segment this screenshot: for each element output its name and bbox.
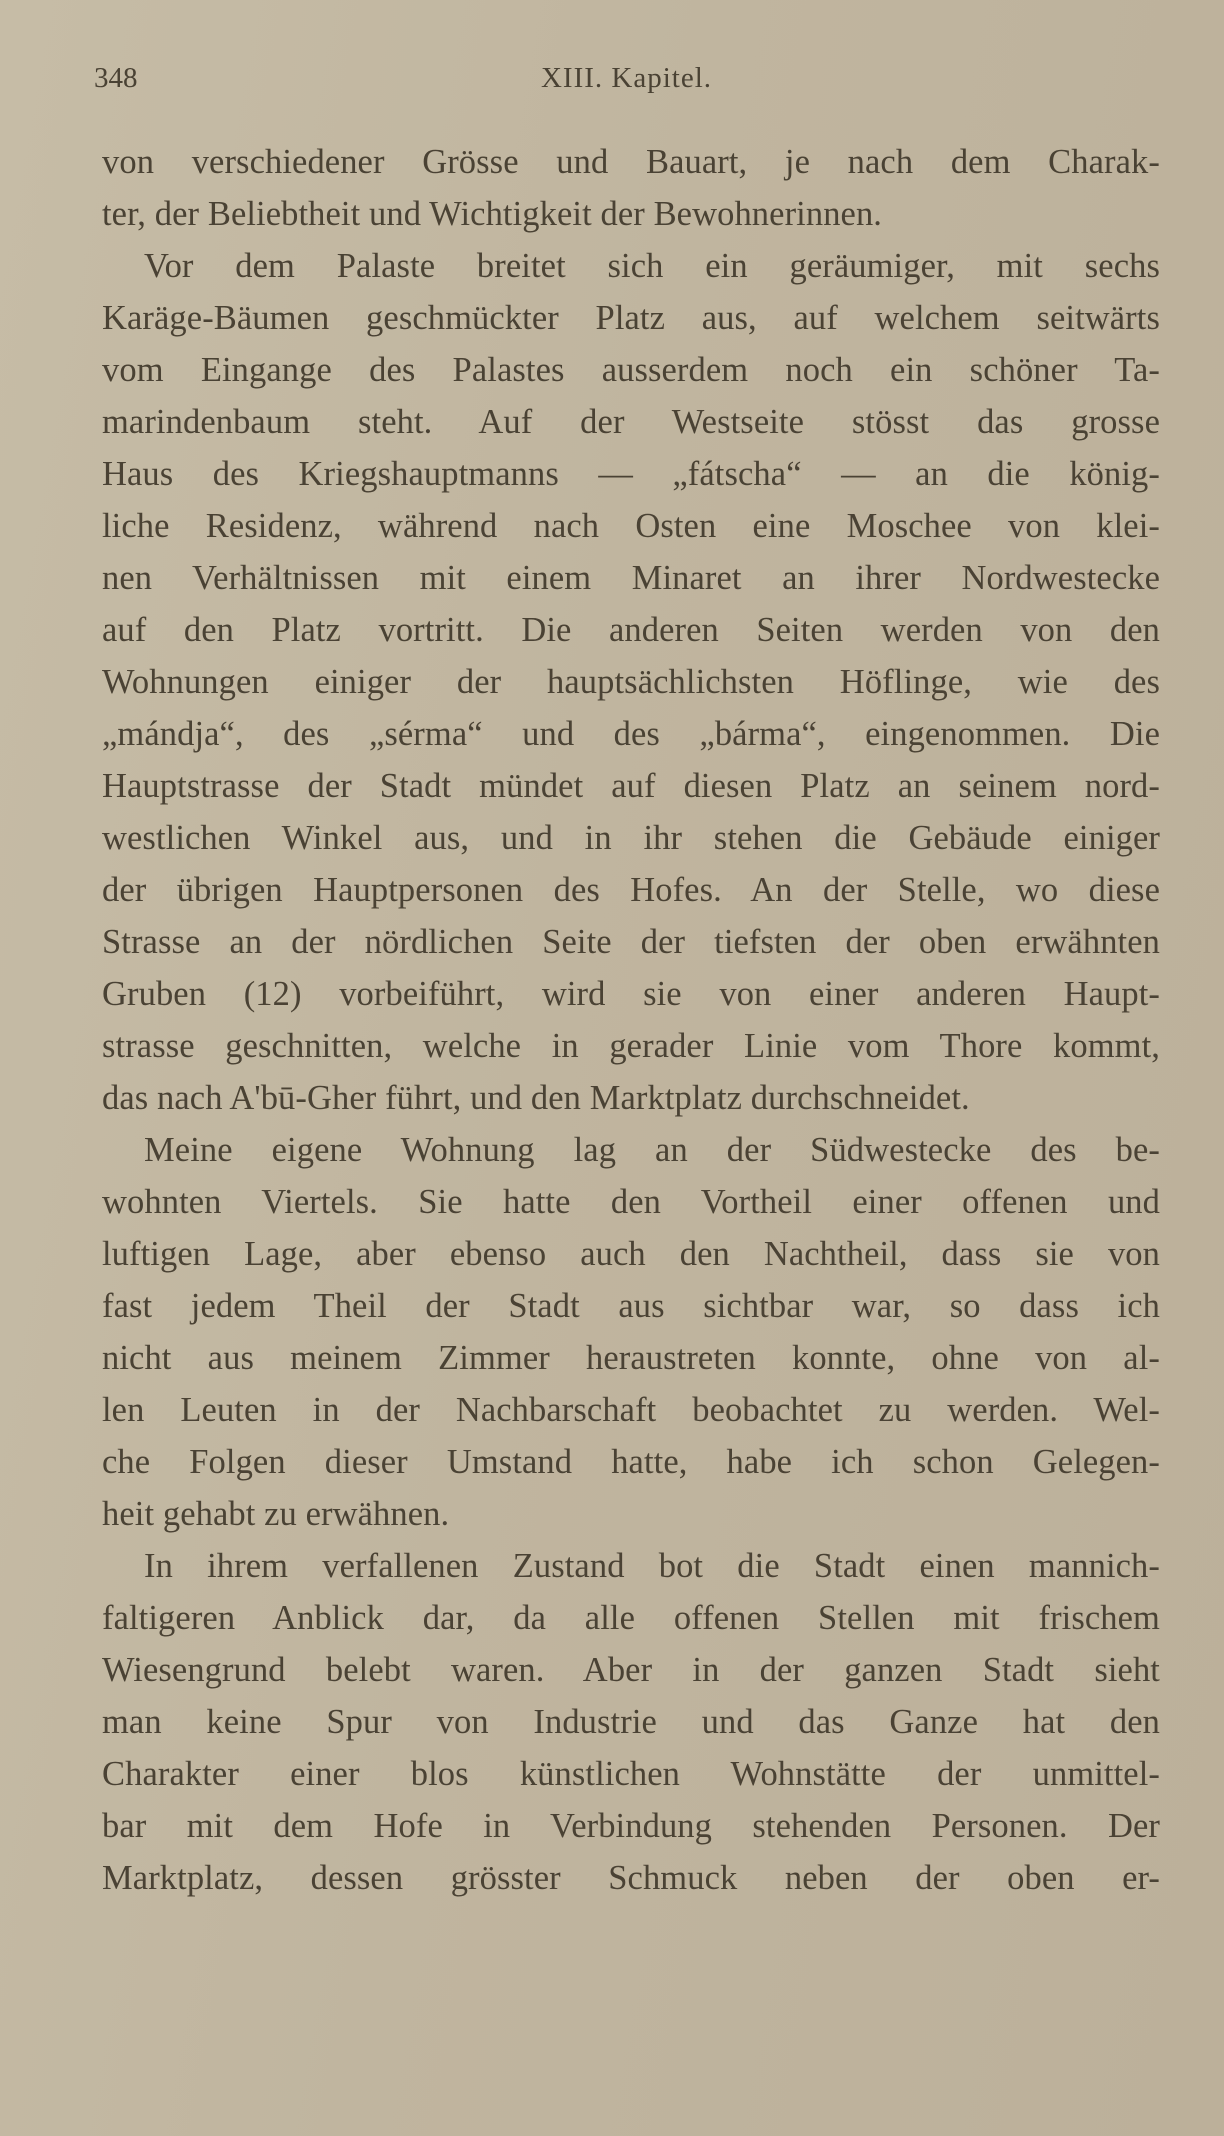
text-line: In ihrem verfallenen Zustand bot die Stadt einen mannich- — [144, 1547, 1160, 1585]
text-line: westlichen Winkel aus, und in ihr stehen die Gebäude einiger — [102, 819, 1160, 857]
text-line: che Folgen dieser Umstand hatte, habe ich schon Gelegen- — [102, 1443, 1160, 1481]
text-line: Strasse an der nördlichen Seite der tiefsten der oben erwähnten — [102, 923, 1160, 961]
page-number: 348 — [94, 62, 138, 94]
text-line: Karäge-Bäumen geschmückter Platz aus, auf welchem seitwärts — [102, 299, 1160, 337]
text-line: auf den Platz vortritt. Die anderen Seiten werden von den — [102, 611, 1160, 649]
text-line: Charakter einer blos künstlichen Wohnstätte der unmittel- — [102, 1755, 1160, 1793]
text-line: Wiesengrund belebt waren. Aber in der ganzen Stadt sieht — [102, 1651, 1160, 1689]
text-line: wohnten Viertels. Sie hatte den Vortheil einer offenen und — [102, 1183, 1160, 1221]
text-line: nen Verhältnissen mit einem Minaret an ihrer Nordwestecke — [102, 559, 1160, 597]
text-line: man keine Spur von Industrie und das Ganze hat den — [102, 1703, 1160, 1741]
text-line: luftigen Lage, aber ebenso auch den Nachtheil, dass sie von — [102, 1235, 1160, 1273]
text-line: bar mit dem Hofe in Verbindung stehenden Personen. Der — [102, 1807, 1160, 1845]
text-line: vom Eingange des Palastes ausserdem noch ein schöner Ta- — [102, 351, 1160, 389]
text-line: der übrigen Hauptpersonen des Hofes. An der Stelle, wo diese — [102, 871, 1160, 909]
text-line: Vor dem Palaste breitet sich ein geräumiger, mit sechs — [144, 247, 1160, 285]
text-line: len Leuten in der Nachbarschaft beobachtet zu werden. Wel- — [102, 1391, 1160, 1429]
text-line: Meine eigene Wohnung lag an der Südwestecke des be- — [144, 1131, 1160, 1169]
text-line: liche Residenz, während nach Osten eine Moschee von klei- — [102, 507, 1160, 545]
text-line: Gruben (12) vorbeiführt, wird sie von einer anderen Haupt- — [102, 975, 1160, 1013]
text-line: fast jedem Theil der Stadt aus sichtbar war, so dass ich — [102, 1287, 1160, 1325]
chapter-title: XIII. Kapitel. — [540, 62, 713, 94]
text-line: ter, der Beliebtheit und Wichtigkeit der Bewohnerinnen. — [102, 195, 883, 233]
text-line: das nach A'bū-Gher führt, und den Marktplatz durchschneidet. — [102, 1079, 970, 1117]
text-line: Wohnungen einiger der hauptsächlichsten Höflinge, wie des — [102, 663, 1160, 701]
text-line: Hauptstrasse der Stadt mündet auf diesen Platz an seinem nord- — [102, 767, 1160, 805]
text-line: „mándja“, des „sérma“ und des „bárma“, eingenommen. Die — [102, 715, 1160, 753]
text-line: strasse geschnitten, welche in gerader Linie vom Thore kommt, — [102, 1027, 1160, 1065]
text-line: heit gehabt zu erwähnen. — [102, 1495, 450, 1533]
text-line: von verschiedener Grösse und Bauart, je nach dem Charak- — [102, 143, 1160, 181]
text-line: nicht aus meinem Zimmer heraustreten konnte, ohne von al- — [102, 1339, 1160, 1377]
text-line: faltigeren Anblick dar, da alle offenen Stellen mit frischem — [102, 1599, 1160, 1637]
running-head — [94, 62, 1159, 102]
body-text — [102, 136, 1160, 1904]
text-line: Haus des Kriegshauptmanns — „fátscha“ — an die könig- — [102, 455, 1160, 493]
text-line: marindenbaum steht. Auf der Westseite stösst das grosse — [102, 403, 1160, 441]
text-line: Marktplatz, dessen grösster Schmuck neben der oben er- — [102, 1859, 1160, 1897]
